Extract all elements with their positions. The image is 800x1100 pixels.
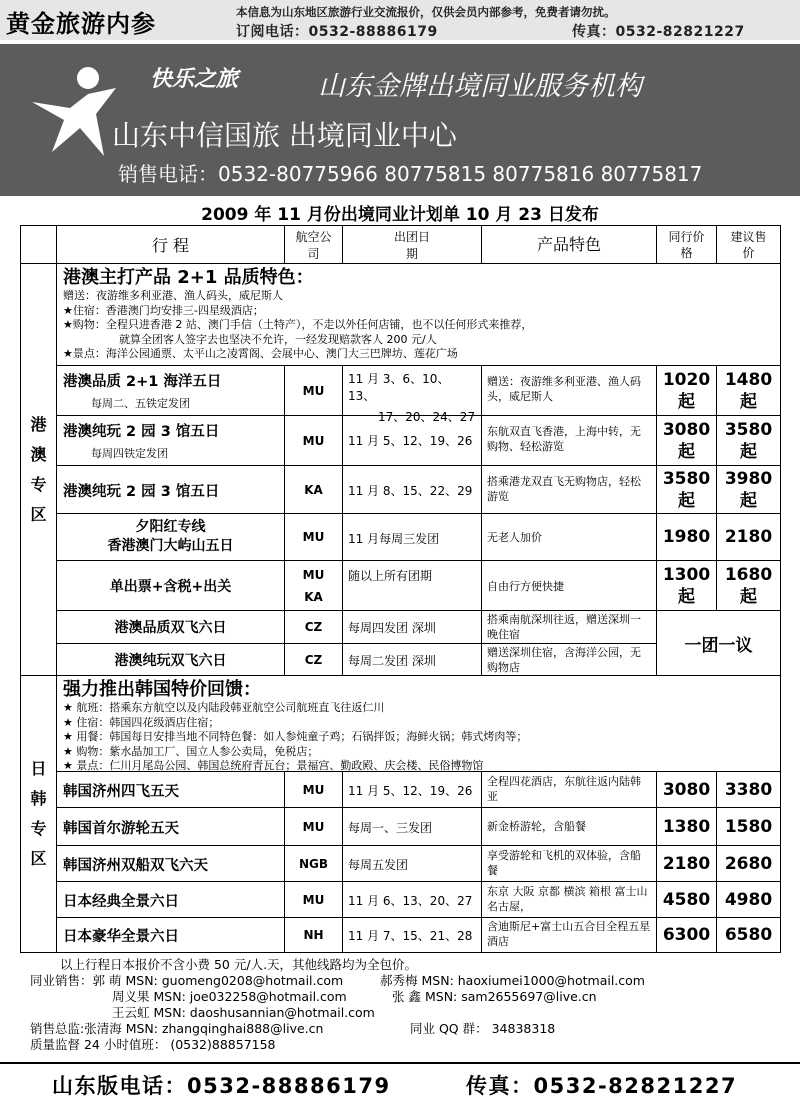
agency-banner (0, 44, 800, 196)
hkmo-headline: 港澳主打产品 2+1 品质特色： (63, 267, 314, 288)
price-suffix: 起 (740, 391, 757, 412)
contact-msn: MSN: guomeng0208@hotmail.com (125, 973, 344, 988)
table-header-row (57, 226, 780, 264)
table-row (57, 882, 780, 918)
sales-phone: 销售电话：0532-80775966 80775815 80775816 80775817 (118, 162, 703, 186)
peer-price-cell (657, 416, 717, 465)
peer-price-cell (657, 366, 717, 415)
price-suffix: 起 (740, 441, 757, 462)
header-departure: 出团日期 (343, 226, 482, 263)
price-suffix: 起 (740, 490, 757, 511)
features-cell: 赠送深圳住宿，含海洋公园，无购物店 (482, 644, 657, 675)
contact-footer (30, 957, 790, 1053)
region-char: 韩 (30, 789, 47, 808)
airline-cell: CZ (285, 644, 343, 675)
region-char: 区 (30, 504, 47, 524)
peer-price-cell (657, 561, 717, 610)
departure-dates-cont: 17、20、24、27 (378, 410, 476, 424)
price-suffix: 起 (740, 586, 757, 607)
airline-cell: MU (285, 772, 343, 807)
negotiable-price-cell: 一团一议 (657, 611, 780, 676)
peer-price-cell: 2180 (657, 846, 717, 881)
peer-price-cell: 4580 (657, 882, 717, 917)
suggested-price-cell (717, 561, 780, 610)
contact-line (30, 973, 790, 989)
departure-cell: 每周一、三发团 (343, 808, 482, 845)
peer-price: 3080 (662, 419, 711, 440)
quality-hotline: 质量监督 24 小时值班： (0532)88857158 (30, 1037, 276, 1052)
airline-cell: MU (285, 366, 343, 415)
departure-cell: 随以上所有团期 (343, 561, 482, 610)
suggested-price-cell: 1580 (724, 816, 773, 837)
header-features: 产品特色 (482, 226, 657, 263)
peer-price-cell: 6300 (657, 918, 717, 952)
table-row (57, 366, 780, 424)
suggested-price-cell: 4980 (724, 889, 773, 910)
route-note: 每周二、五铁定发团 (91, 397, 190, 410)
route-cell (57, 514, 285, 560)
suggested-price: 3580 (724, 419, 773, 440)
hkmo-highlight: 就算全团客人签字去也坚决不允许，一经发现赔款客人 200 元/人 (119, 332, 437, 346)
korea-highlight: ★ 航班：搭乘东方航空以及内陆段韩亚航空公司航班直飞往返仁川 (63, 701, 385, 714)
table-row (57, 514, 780, 561)
airline-cell: CZ (285, 611, 343, 644)
peer-price-cell: 1380 (657, 808, 717, 845)
route-cell: 韩国济州双船双飞六天 (57, 846, 285, 881)
document-title: 2009 年 11 月份出境同业计划单 10 月 23 日发布 (201, 205, 599, 225)
features-cell: 享受游轮和飞机的双体验，含船餐 (482, 846, 657, 881)
region-char: 澳 (30, 444, 47, 464)
route-cell: 港澳品质双飞六日 (57, 611, 285, 644)
route-name: 港澳纯玩 2 园 3 馆五日 (63, 424, 220, 440)
airline-code: KA (304, 589, 323, 604)
header-airline: 航空公司 (285, 226, 343, 263)
table-row (57, 466, 780, 514)
departure-cell: 11 月 5、12、19、26 (343, 416, 482, 465)
suggested-price-cell: 2680 (724, 853, 773, 874)
departure-cell: 11 月 8、15、22、29 (343, 466, 482, 513)
table-row (57, 918, 780, 952)
route-cell (57, 416, 285, 465)
footer-phone: 山东版电话：0532-88886179 (52, 1074, 391, 1098)
departure-cell: 11 月 5、12、19、26 (343, 772, 482, 807)
suggested-price: 1680 (724, 564, 773, 585)
header-suggested-price: 建议售价 (730, 229, 767, 260)
schedule-table (20, 225, 781, 953)
director-label: 销售总监: (30, 1021, 85, 1036)
table-row (57, 808, 780, 846)
route-cell: 日本豪华全景六日 (57, 918, 285, 952)
price-suffix: 起 (678, 391, 695, 412)
company-name: 山东中信国旅 出境同业中心 (112, 119, 457, 152)
director-line (30, 1021, 790, 1037)
peer-price-cell: 1980 (657, 514, 717, 560)
korea-highlight: ★ 住宿：韩国四花级酒店住宿； (63, 715, 220, 729)
suggested-price-cell (717, 466, 780, 513)
departure-cell: 11 月 6、13、20、27 (343, 882, 482, 917)
departure-cell: 11 月 7、15、21、28 (343, 918, 482, 952)
korea-headline: 强力推出韩国特价回馈： (63, 679, 261, 700)
route-cell: 单出票+含税+出关 (57, 561, 285, 610)
korea-highlight: ★ 景点：仁川月尾岛公园、韩国总统府青瓦台；景福宫、勤政殿、庆会楼、民俗博物馆 (63, 759, 484, 772)
route-cell: 港澳纯玩双飞六日 (57, 644, 285, 675)
header-route: 行 程 (57, 226, 285, 263)
price-suffix: 起 (678, 490, 695, 511)
suggested-price-cell (717, 366, 780, 415)
hkmo-highlight: ★住宿：香港澳门均安排三-四星级酒店； (63, 303, 264, 317)
peer-price: 1020 (662, 369, 711, 390)
korea-highlight: ★ 购物：紫水晶加工厂、国立人参公卖局，免税店； (63, 744, 319, 758)
route-name-cont: 香港澳门大屿山五日 (107, 538, 234, 554)
route-cell: 韩国首尔游轮五天 (57, 808, 285, 845)
features-cell: 搭乘南航深圳往返，赠送深圳一晚住宿 (482, 611, 657, 644)
airline-cell: NGB (285, 846, 343, 881)
departure-cell: 每周五发团 (343, 846, 482, 881)
region-char: 日 (30, 759, 47, 778)
departure-dates: 11 月 3、6、10、13、 (348, 372, 450, 403)
banner-slogan: 快乐之旅 (150, 66, 239, 92)
region-char: 区 (30, 849, 47, 868)
route-name: 夕阳红专线 (135, 519, 206, 535)
contact-name: 郝秀梅 (380, 973, 418, 988)
region-char: 专 (30, 819, 47, 838)
contact-line (30, 989, 790, 1005)
korea-promo-block (57, 676, 780, 772)
airline-code: MU (302, 567, 325, 582)
suggested-price: 3980 (724, 468, 773, 489)
hkmo-highlight: ★购物：全程只进香港 2 站、澳门手信（土特产），不走以外任何店铺，也不以任何形式来推荐， (63, 318, 533, 331)
hkmo-highlight: 赠送：夜游维多利亚港、渔人码头，威尼斯人 (63, 289, 283, 302)
contact-name: 郭 萌 (92, 973, 122, 988)
departure-cell (343, 366, 482, 424)
features-cell: 赠送：夜游维多利亚港、渔人码头，威尼斯人 (482, 366, 657, 415)
route-cell: 日本经典全景六日 (57, 882, 285, 917)
features-cell: 无老人加价 (482, 514, 657, 560)
region-char: 港 (30, 414, 47, 434)
header-peer-price: 同行价格 (657, 226, 717, 263)
header-blank-cell (21, 226, 57, 264)
contact-name: 王云虹 (112, 1005, 150, 1020)
contact-name: 张 鑫 (392, 989, 421, 1004)
region-char: 专 (30, 474, 47, 494)
airline-cell (285, 561, 343, 610)
features-cell: 新金桥游轮，含船餐 (482, 808, 657, 845)
qq-group: 同业 QQ 群： 34838318 (410, 1021, 556, 1036)
brand-title: 黄金旅游内参 (6, 10, 156, 38)
price-note: 以上行程日本报价不含小费 50 元/人.天，其他线路均为全包价。 (60, 957, 418, 972)
table-row (57, 846, 780, 882)
route-cell (57, 366, 285, 415)
member-notice: 本信息为山东地区旅游行业交流报价，仅供会员内部参考，免费者请勿扰。 (236, 5, 616, 19)
contact-name: 周义果 (112, 989, 150, 1004)
suggested-price-cell: 3380 (724, 779, 773, 800)
features-cell: 东京 大阪 京都 横滨 箱根 富士山 名古屋， (482, 882, 657, 917)
table-row (57, 416, 780, 466)
airline-cell: KA (285, 466, 343, 513)
route-cell: 港澳纯玩 2 园 3 馆五日 (57, 466, 285, 513)
suggested-price-cell: 2180 (724, 527, 773, 547)
departure-cell: 11 月每周三发团 (343, 514, 482, 560)
hkmo-highlight: ★景点：海洋公园通票、太平山之凌霄阁、会展中心、澳门大三巴牌坊、莲花广场 (63, 347, 458, 360)
peer-price-cell (657, 466, 717, 513)
suggested-price: 1480 (724, 369, 773, 390)
header-fax: 传真：0532-82821227 (572, 24, 745, 40)
airline-cell: NH (285, 918, 343, 952)
price-suffix: 起 (678, 441, 695, 462)
departure-cell: 每周四发团 深圳 (343, 611, 482, 644)
features-cell: 东航双直飞香港，上海中转，无购物、轻松游览 (482, 416, 657, 465)
table-row (57, 561, 780, 611)
table-row (57, 772, 780, 808)
route-cell: 韩国济州四飞五天 (57, 772, 285, 807)
suggested-price-cell: 6580 (724, 925, 773, 945)
features-cell: 自由行方便快捷 (482, 561, 657, 610)
airline-cell: MU (285, 808, 343, 845)
peer-sales-label: 同业销售： (30, 973, 93, 988)
airline-cell: MU (285, 882, 343, 917)
features-cell: 全程四花酒店，东航往返内陆韩亚 (482, 772, 657, 807)
features-cell: 含迪斯尼+富士山五合目全程五星酒店 (482, 918, 657, 952)
features-cell: 搭乘港龙双直飞无购物店，轻松游览 (482, 466, 657, 513)
price-suffix: 起 (678, 586, 695, 607)
contact-msn: MSN: sam2655697@live.cn (424, 989, 597, 1004)
subscribe-phone: 订阅电话：0532-88886179 (236, 24, 438, 40)
region-label-hkmo (21, 264, 57, 676)
peer-price-cell: 3080 (657, 772, 717, 807)
contact-msn: MSN: daoshusannian@hotmail.com (153, 1005, 375, 1020)
airline-cell: MU (285, 416, 343, 465)
contact-line (30, 1005, 790, 1021)
departure-cell: 每周二发团 深圳 (343, 644, 482, 675)
footer-bar (0, 1062, 800, 1100)
contact-msn: MSN: haoxiumei1000@hotmail.com (421, 973, 645, 988)
footer-fax: 传真：0532-82821227 (466, 1074, 738, 1098)
star-figure-logo-icon (30, 64, 120, 164)
korea-highlight: ★ 用餐：韩国每日安排当地不同特色餐：如人参炖童子鸡；石锅拌饭；海鲜火锅；韩式烤肉等； (63, 730, 528, 743)
banner-tagline: 山东金牌出境同业服务机构 (318, 71, 642, 102)
peer-price: 3580 (662, 468, 711, 489)
contact-msn: MSN: joe032258@hotmail.com (153, 989, 347, 1004)
region-label-korea-japan (21, 676, 57, 952)
suggested-price-cell (717, 416, 780, 465)
route-note: 每周四铁定发团 (91, 447, 168, 460)
director-contact: 张清海 MSN: zhangqinghai888@live.cn (84, 1021, 324, 1036)
hkmo-promo-block (57, 264, 780, 366)
route-name: 港澳品质 2+1 海洋五日 (63, 374, 222, 390)
peer-price: 1300 (662, 564, 711, 585)
airline-cell: MU (285, 514, 343, 560)
header-bar (0, 0, 800, 40)
